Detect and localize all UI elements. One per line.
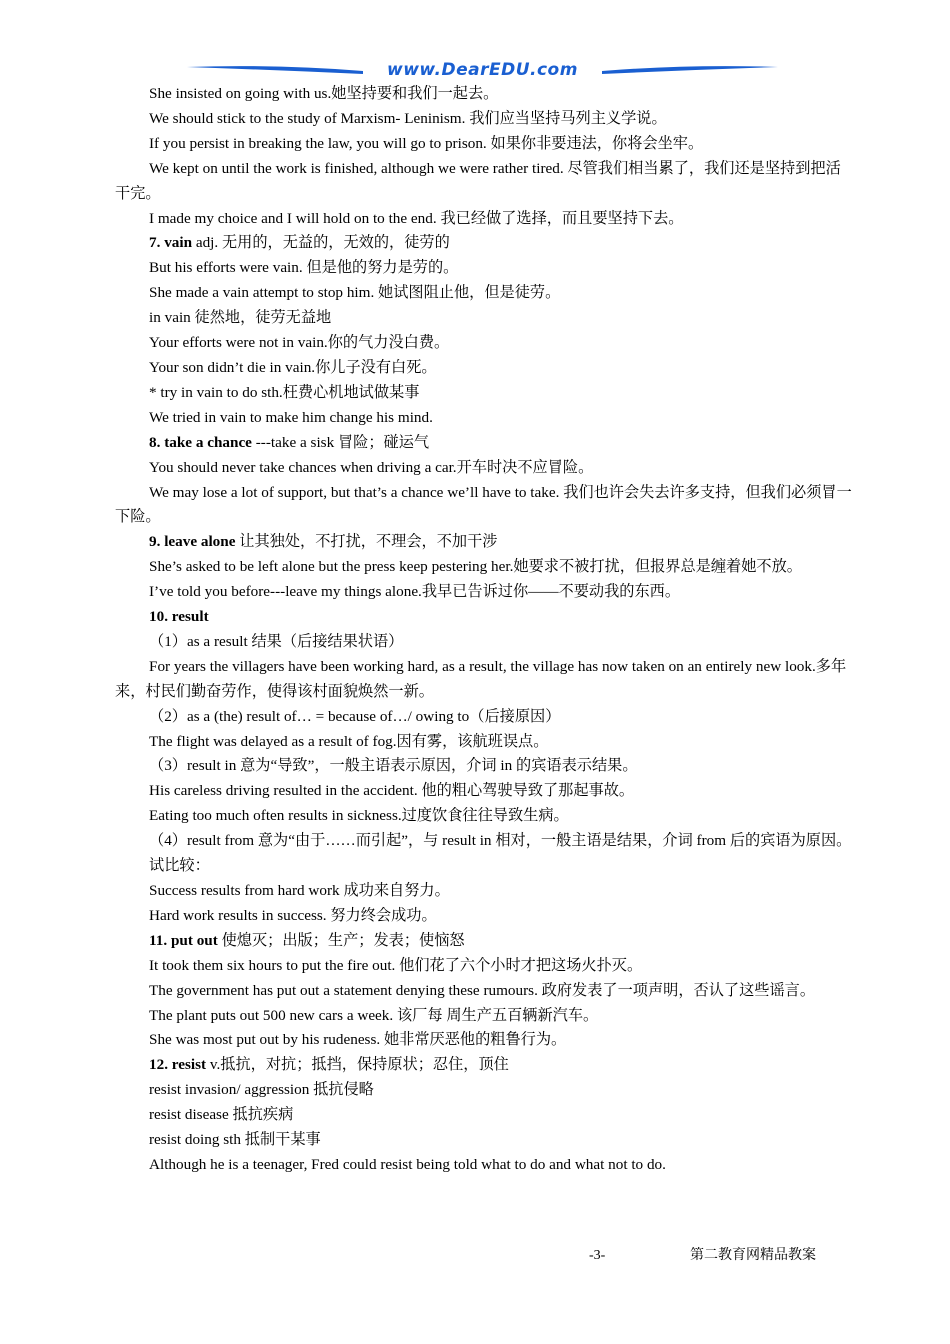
text-line bbox=[115, 1078, 855, 1103]
line-text: 试比较： bbox=[149, 857, 210, 875]
site-logo[interactable]: www.DearEDU.com bbox=[387, 60, 578, 80]
line-text: She insisted on going with us.她坚持要和我们一起去。 bbox=[149, 85, 499, 102]
text-line bbox=[115, 107, 855, 132]
line-text: If you persist in breaking the law, you will go to prison. 如果你非要违法，你将会坐牢。 bbox=[149, 134, 704, 152]
line-text: We should stick to the study of Marxism- Leninism. 我们应当坚持马列主义学说。 bbox=[149, 109, 667, 127]
text-line bbox=[115, 754, 855, 779]
text-line bbox=[115, 829, 855, 854]
text-line bbox=[115, 854, 855, 879]
vocab-heading bbox=[115, 231, 855, 256]
text-line bbox=[115, 456, 855, 481]
text-line bbox=[115, 804, 855, 829]
line-text: （2）as a (the) result of… = because of…/ owing to（后接原因） bbox=[149, 707, 561, 725]
text-line bbox=[115, 82, 855, 107]
line-text: Hard work results in success. 努力终会成功。 bbox=[149, 906, 437, 924]
line-text: She was most put out by his rudeness. 她非常厌恶他的粗鲁行为。 bbox=[149, 1031, 567, 1049]
line-text: I made my choice and I will hold on to the end. 我已经做了选择，而且要坚持下去。 bbox=[149, 209, 684, 227]
line-text: You should never take chances when driving a car.开车时决不应冒险。 bbox=[149, 458, 594, 476]
vocab-term: 11. put out bbox=[149, 931, 218, 949]
line-text: I’ve told you before---leave my things alone.我早已告诉过你——不要动我的东西。 bbox=[149, 583, 681, 601]
text-line bbox=[115, 1103, 855, 1128]
line-text: * try in vain to do sth.枉费心机地试做某事 bbox=[149, 383, 420, 401]
text-line bbox=[115, 1028, 855, 1053]
text-line bbox=[115, 979, 855, 1004]
text-line bbox=[115, 904, 855, 929]
vocab-term: 9. leave alone bbox=[149, 533, 236, 551]
text-line bbox=[115, 306, 855, 331]
text-line bbox=[115, 331, 855, 356]
text-line bbox=[115, 256, 855, 281]
text-line bbox=[115, 705, 855, 730]
line-text: Success results from hard work 成功来自努力。 bbox=[149, 882, 450, 899]
line-text: It took them six hours to put the fire out. 他们花了六个小时才把这场火扑灭。 bbox=[149, 956, 643, 974]
text-line bbox=[115, 779, 855, 804]
line-text: We tried in vain to make him change his mind. bbox=[149, 408, 433, 426]
text-line bbox=[115, 356, 855, 381]
vocab-term: 10. result bbox=[149, 608, 209, 626]
text-line bbox=[115, 381, 855, 406]
text-line bbox=[115, 954, 855, 979]
line-text: Your efforts were not in vain.你的气力没白费。 bbox=[149, 334, 450, 352]
vocab-heading bbox=[115, 431, 855, 456]
line-text: in vain 徒然地，徒劳无益地 bbox=[149, 309, 332, 327]
text-line bbox=[115, 1128, 855, 1153]
line-text: The flight was delayed as a result of fog.因有雾，该航班误点。 bbox=[149, 732, 549, 750]
line-text: resist invasion/ aggression 抵抗侵略 bbox=[149, 1081, 374, 1099]
line-text: But his efforts were vain. 但是他的努力是劳的。 bbox=[149, 259, 459, 277]
text-line bbox=[115, 655, 855, 705]
line-text: Eating too much often results in sickness.过度饮食往往导致生病。 bbox=[149, 807, 569, 825]
page-number: -3- bbox=[589, 1248, 606, 1263]
text-line bbox=[115, 406, 855, 431]
text-line bbox=[115, 630, 855, 655]
text-line bbox=[115, 1153, 855, 1178]
line-text: （3）result in 意为“导致”，一般主语表示原因，介词 in 的宾语表示结果。 bbox=[149, 757, 638, 775]
vocab-term: 8. take a chance bbox=[149, 433, 252, 451]
line-text: ---take a sisk 冒险；碰运气 bbox=[251, 433, 430, 451]
line-text: Although he is a teenager, Fred could resist being told what to do and what not to do. bbox=[149, 1155, 666, 1173]
line-text: v.抵抗，对抗；抵挡，保持原状；忍住，顶住 bbox=[206, 1056, 509, 1074]
text-line bbox=[115, 879, 855, 904]
vocab-term: 12. resist bbox=[149, 1056, 207, 1074]
line-text: 使熄灭；出版；生产；发表；使恼怒 bbox=[217, 931, 465, 949]
line-text: resist disease 抵抗疾病 bbox=[149, 1106, 294, 1124]
text-line bbox=[115, 132, 855, 157]
line-text: 让其独处，不打扰，不理会，不加干涉 bbox=[235, 533, 498, 551]
line-text: For years the villagers have been working hard, as a result, the village has now taken on an entirely new look.多年来，村民们勤奋劳作，使得该村面貌焕然一新。 bbox=[115, 657, 847, 700]
line-text: resist doing sth 抵制干某事 bbox=[149, 1131, 321, 1149]
text-line bbox=[115, 281, 855, 306]
text-line bbox=[115, 1004, 855, 1029]
line-text: We may lose a lot of support, but that’s a chance we’ll have to take. 我们也许会失去许多支持，但我们必须冒一下险。 bbox=[115, 483, 852, 526]
vocab-heading bbox=[115, 605, 855, 630]
footer-brand: 第二教育网精品教案 bbox=[690, 1248, 816, 1263]
line-text: His careless driving resulted in the accident. 他的粗心驾驶导致了那起事故。 bbox=[149, 782, 635, 800]
line-text: We kept on until the work is finished, although we were rather tired. 尽管我们相当累了，我们还是坚持到把活干完。 bbox=[115, 159, 841, 202]
line-text: She made a vain attempt to stop him. 她试图阻止他，但是徒劳。 bbox=[149, 284, 561, 302]
vocab-heading bbox=[115, 1053, 855, 1078]
vocab-heading bbox=[115, 929, 855, 954]
page-header bbox=[185, 58, 780, 82]
text-line bbox=[115, 555, 855, 580]
text-line bbox=[115, 207, 855, 232]
text-line bbox=[115, 580, 855, 605]
line-text: （4）result from 意为“由于……而引起”，与 result in 相对，一般主语是结果，介词 from 后的宾语为原因。 bbox=[149, 832, 852, 850]
text-line bbox=[115, 157, 855, 207]
document-body bbox=[115, 82, 855, 1178]
line-text: Your son didn’t die in vain.你儿子没有白死。 bbox=[149, 358, 437, 376]
line-text: The plant puts out 500 new cars a week. 该厂每 周生产五百辆新汽车。 bbox=[149, 1006, 599, 1024]
vocab-heading bbox=[115, 530, 855, 555]
line-text: adj. 无用的，无益的，无效的，徒劳的 bbox=[192, 234, 450, 252]
text-line bbox=[115, 730, 855, 755]
line-text: She’s asked to be left alone but the press keep pestering her.她要求不被打扰，但报界总是缠着她不放。 bbox=[149, 558, 802, 576]
line-text: The government has put out a statement denying these rumours. 政府发表了一项声明，否认了这些谣言。 bbox=[149, 981, 816, 999]
text-line bbox=[115, 481, 855, 531]
line-text: （1）as a result 结果（后接结果状语） bbox=[149, 632, 404, 650]
vocab-term: 7. vain bbox=[149, 234, 193, 252]
